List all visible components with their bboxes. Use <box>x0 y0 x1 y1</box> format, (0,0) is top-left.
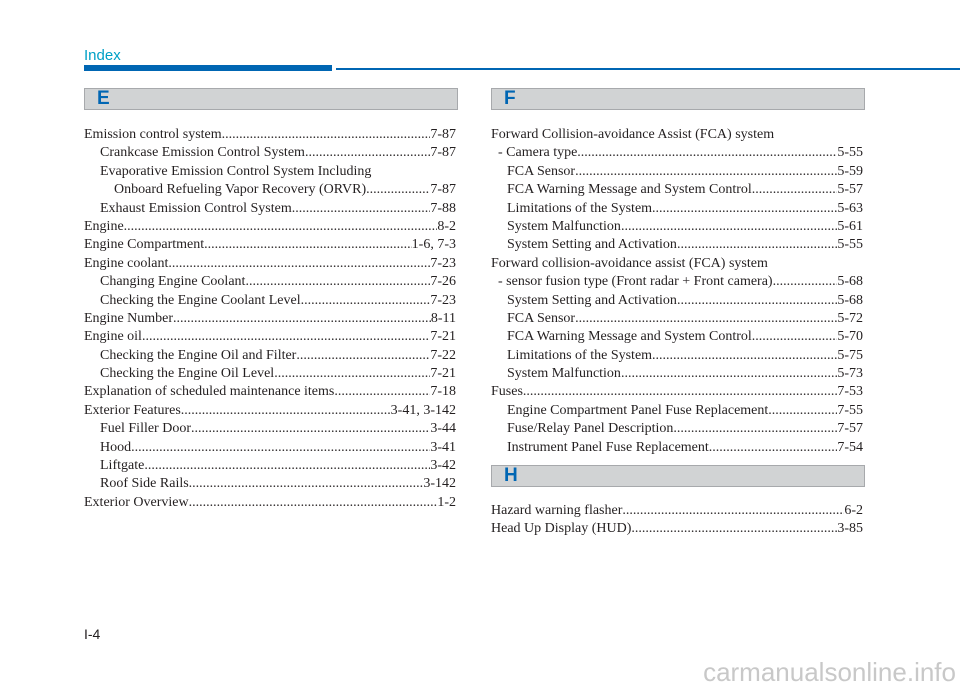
dot-leader <box>575 163 837 181</box>
index-entry <box>84 347 456 365</box>
index-entry <box>84 420 456 438</box>
index-entry <box>84 144 456 162</box>
index-entry-page[interactable]: 5-68 <box>837 274 863 290</box>
dot-leader <box>621 218 837 236</box>
index-entry-term: Fuel Filler Door <box>100 421 191 437</box>
index-entry-term: Emission control system <box>84 127 222 142</box>
index-entry-term: Engine <box>84 218 124 234</box>
index-entry <box>84 402 456 420</box>
index-entry <box>84 200 456 218</box>
index-entry-term: System Malfunction <box>507 366 621 382</box>
index-entry-term: Crankcase Emission Control System <box>100 145 305 161</box>
dot-leader <box>577 144 837 162</box>
index-entry-page[interactable]: 7-21 <box>430 366 456 382</box>
index-entry-page[interactable]: 5-73 <box>837 366 863 382</box>
index-entry-term: Instrument Panel Fuse Replacement <box>507 439 709 455</box>
index-entry <box>84 126 456 144</box>
index-entry-page[interactable]: 3-85 <box>837 521 863 537</box>
index-entry-page[interactable]: 5-55 <box>837 145 863 161</box>
dot-leader <box>173 310 431 328</box>
index-entry-term: System Setting and Activation <box>507 292 677 308</box>
dot-leader <box>677 236 837 254</box>
index-entry <box>84 457 456 475</box>
index-entry-page[interactable]: 5-75 <box>837 347 863 363</box>
index-entry-page[interactable]: 7-18 <box>430 384 456 400</box>
index-entry <box>491 365 863 383</box>
dot-leader <box>673 420 837 438</box>
index-entry-heading: Forward Collision-avoidance Assist (FCA) system <box>491 127 775 142</box>
section-letter-e: E <box>97 88 110 109</box>
dot-leader <box>181 402 391 420</box>
index-entry-page[interactable]: 5-72 <box>837 310 863 326</box>
dot-leader <box>124 218 438 236</box>
page-section-title: Index <box>84 47 121 64</box>
index-entry-term: Fuse/Relay Panel Description <box>507 421 674 437</box>
dot-leader <box>677 292 837 310</box>
index-entry <box>84 218 456 236</box>
index-entry-term: Engine Compartment <box>84 237 205 253</box>
section-letter-f: F <box>504 88 516 109</box>
index-entry-term: Checking the Engine Oil Level <box>100 366 275 382</box>
dot-leader <box>652 347 837 365</box>
index-entry-term: System Malfunction <box>507 218 621 234</box>
dot-leader <box>301 292 431 310</box>
index-entry-term: Roof Side Rails <box>100 476 189 492</box>
index-entry-page[interactable]: 8-11 <box>430 310 456 326</box>
dot-leader <box>622 502 844 520</box>
header-rule-thin <box>336 68 960 70</box>
index-entry <box>491 420 863 438</box>
index-column-e <box>84 126 456 512</box>
index-entry <box>491 218 863 236</box>
index-entry-page[interactable]: 1-2 <box>437 494 456 510</box>
index-entry-page[interactable]: 3-42 <box>430 458 456 474</box>
index-entry-page[interactable]: 7-55 <box>837 402 863 418</box>
section-header-f <box>491 88 865 110</box>
dot-leader <box>366 181 430 199</box>
index-entry <box>491 439 863 457</box>
index-entry <box>491 402 863 420</box>
index-entry-term: Exhaust Emission Control System <box>100 200 292 216</box>
index-entry-term: Head Up Display (HUD) <box>491 521 632 537</box>
dot-leader <box>189 475 424 493</box>
index-entry-term: Limitations of the System <box>507 200 653 216</box>
index-entry-term: Exterior Overview <box>84 494 189 510</box>
index-entry-term: Hood <box>100 439 132 455</box>
index-entry-term: - sensor fusion type (Front radar + Front camera) <box>498 274 773 290</box>
index-entry <box>84 181 456 199</box>
index-entry-page[interactable]: 3-41, 3-142 <box>390 402 456 418</box>
index-entry-term: FCA Warning Message and System Control <box>507 182 752 198</box>
index-entry-page[interactable]: 7-87 <box>430 127 456 142</box>
index-entry-term: Limitations of the System <box>507 347 653 363</box>
index-entry-page[interactable]: 7-54 <box>837 439 863 455</box>
index-entry-page[interactable]: 7-22 <box>430 347 456 363</box>
index-entry-term: Explanation of scheduled maintenance items <box>84 384 335 400</box>
index-entry-page[interactable]: 5-68 <box>837 292 863 308</box>
watermark[interactable]: carmanualsonline.info <box>703 657 956 687</box>
index-entry-heading: Evaporative Emission Control System Including <box>100 163 372 179</box>
index-entry-term: FCA Sensor <box>507 310 576 326</box>
dot-leader <box>296 347 430 365</box>
dot-leader <box>652 200 837 218</box>
dot-leader <box>274 365 430 383</box>
index-entry-page[interactable]: 6-2 <box>844 503 863 518</box>
index-entry <box>491 144 863 162</box>
dot-leader <box>523 383 837 401</box>
index-entry <box>491 292 863 310</box>
section-header-h <box>491 465 865 487</box>
index-entry <box>84 365 456 383</box>
dot-leader <box>752 328 838 346</box>
index-entry <box>84 328 456 346</box>
index-entry-term: Engine coolant <box>84 255 169 271</box>
index-entry-page[interactable]: 8-2 <box>437 218 456 234</box>
index-entry <box>491 181 863 199</box>
index-entry-page[interactable]: 1-6, 7-3 <box>411 237 456 253</box>
index-entry <box>491 383 863 401</box>
index-column-h <box>491 502 863 539</box>
index-entry-page[interactable]: 7-53 <box>837 384 863 400</box>
dot-leader <box>334 383 430 401</box>
dot-leader <box>222 126 431 144</box>
dot-leader <box>191 420 430 438</box>
index-entry-term: Engine oil <box>84 329 142 345</box>
index-entry-term: Checking the Engine Coolant Level <box>100 292 301 308</box>
index-entry <box>491 347 863 365</box>
index-entry <box>491 273 863 291</box>
dot-leader <box>773 273 838 291</box>
index-entry <box>491 310 863 328</box>
index-entry-term: - Camera type <box>498 145 578 161</box>
index-entry-page[interactable]: 5-61 <box>837 218 863 234</box>
index-entry-page[interactable]: 7-21 <box>430 329 456 345</box>
index-entry <box>491 328 863 346</box>
index-entry <box>84 494 456 512</box>
dot-leader <box>575 310 837 328</box>
index-entry-page[interactable]: 7-57 <box>837 421 863 437</box>
index-entry-page[interactable]: 7-23 <box>430 255 456 271</box>
index-entry-page[interactable]: 5-57 <box>837 182 863 198</box>
dot-leader <box>245 273 430 291</box>
index-entry-page[interactable]: 3-44 <box>430 421 456 437</box>
index-entry-page[interactable]: 5-55 <box>837 237 863 253</box>
index-entry <box>84 255 456 273</box>
dot-leader <box>292 200 431 218</box>
index-entry-page[interactable]: 7-23 <box>430 292 456 308</box>
index-entry-term: Engine Compartment Panel Fuse Replacement <box>507 402 769 418</box>
index-entry <box>491 200 863 218</box>
index-entry-page[interactable]: 7-26 <box>430 274 456 290</box>
dot-leader <box>631 520 837 538</box>
dot-leader <box>768 402 837 420</box>
index-entry-page[interactable]: 5-59 <box>837 163 863 179</box>
index-column-f <box>491 126 863 457</box>
index-entry-term: Checking the Engine Oil and Filter <box>100 347 297 363</box>
index-entry-heading: Forward collision-avoidance assist (FCA) system <box>491 255 768 271</box>
dot-leader <box>189 494 438 512</box>
index-entry <box>491 236 863 254</box>
index-entry-term: Engine Number <box>84 310 174 326</box>
dot-leader <box>621 365 837 383</box>
section-letter-h: H <box>504 465 518 486</box>
index-entry <box>491 520 863 538</box>
index-entry-page[interactable]: 3-41 <box>430 439 456 455</box>
index-entry-page[interactable]: 3-142 <box>423 476 456 492</box>
index-entry-term: Hazard warning flasher <box>491 503 623 518</box>
header-rule-thick <box>84 65 332 71</box>
index-entry <box>491 163 863 181</box>
index-entry <box>491 502 863 520</box>
index-entry-page[interactable]: 5-70 <box>837 329 863 345</box>
index-entry-term: FCA Warning Message and System Control <box>507 329 752 345</box>
index-entry <box>84 439 456 457</box>
index-entry-page[interactable]: 5-63 <box>837 200 863 216</box>
index-entry-term: Changing Engine Coolant <box>100 274 246 290</box>
index-entry-term: FCA Sensor <box>507 163 576 179</box>
page-number: I-4 <box>84 626 101 642</box>
dot-leader <box>752 181 838 199</box>
dot-leader <box>305 144 430 162</box>
index-entry-term: System Setting and Activation <box>507 237 677 253</box>
index-entry <box>84 475 456 493</box>
dot-leader <box>204 236 412 254</box>
index-entry-page[interactable]: 7-87 <box>430 145 456 161</box>
index-entry-term: Fuses <box>491 384 523 400</box>
index-entry-term: Onboard Refueling Vapor Recovery (ORVR) <box>114 182 367 198</box>
index-entry-page[interactable]: 7-88 <box>430 200 456 216</box>
index-entry <box>84 236 456 254</box>
dot-leader <box>144 457 430 475</box>
index-entry <box>84 310 456 328</box>
dot-leader <box>131 439 430 457</box>
index-entry <box>84 273 456 291</box>
index-entry <box>84 292 456 310</box>
index-entry-page[interactable]: 7-87 <box>430 182 456 198</box>
index-entry-term: Exterior Features <box>84 402 181 418</box>
index-entry-term: Liftgate <box>100 458 145 474</box>
dot-leader <box>142 328 430 346</box>
section-header-e <box>84 88 458 110</box>
index-entry <box>84 383 456 401</box>
dot-leader <box>168 255 430 273</box>
dot-leader <box>709 439 838 457</box>
